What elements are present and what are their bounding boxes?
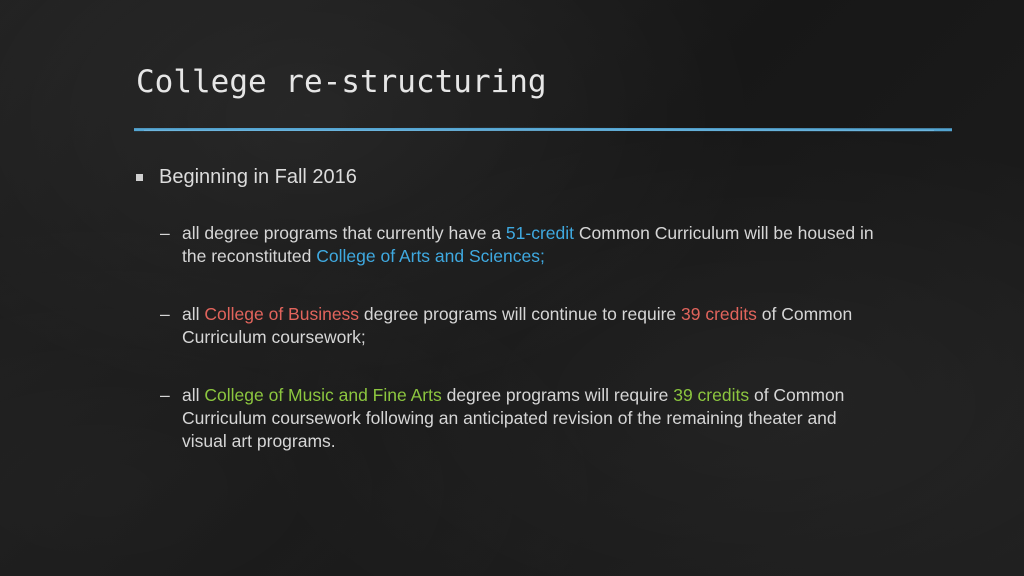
sub-bullet-list [136,222,896,453]
highlight-credits: 39 credits [681,304,757,324]
square-bullet-icon [136,174,143,181]
sub-bullet-item [160,384,896,453]
text-segment: all degree programs that currently have a [182,223,506,243]
text-segment: degree programs will require [441,385,674,405]
text-segment: Common Curriculum will be housed in the reconstituted [182,223,874,266]
highlight-college: College of Arts and Sciences [316,246,540,266]
text-segment: ; [540,246,545,266]
content-area [136,162,896,453]
sub-bullet-text [182,303,882,349]
text-segment: of Common Curriculum coursework following an anticipated revision of the remaining theater and visual art programs. [182,385,845,451]
sub-bullet-item [160,222,896,268]
text-segment: degree programs will continue to require [359,304,682,324]
title-underline [134,127,952,132]
dash-bullet: – [160,385,170,405]
slide-title: College re-structuring [136,64,547,100]
sub-bullet-text [182,384,882,453]
highlight-college: College of Music and Fine Arts [204,385,442,405]
text-segment: of Common Curriculum coursework; [182,304,853,347]
bullet-item [136,162,896,192]
bullet-text: Beginning in Fall 2016 [159,166,357,188]
text-segment: all [182,385,205,405]
dash-bullet: – [160,223,170,243]
highlight-credits: 51-credit [505,223,575,243]
sub-bullet-item [160,303,896,349]
highlight-college: College of Business [204,304,360,324]
text-segment: all [182,304,205,324]
sub-bullet-text [182,222,882,268]
highlight-credits: 39 credits [673,385,750,405]
dash-bullet: – [160,304,170,324]
